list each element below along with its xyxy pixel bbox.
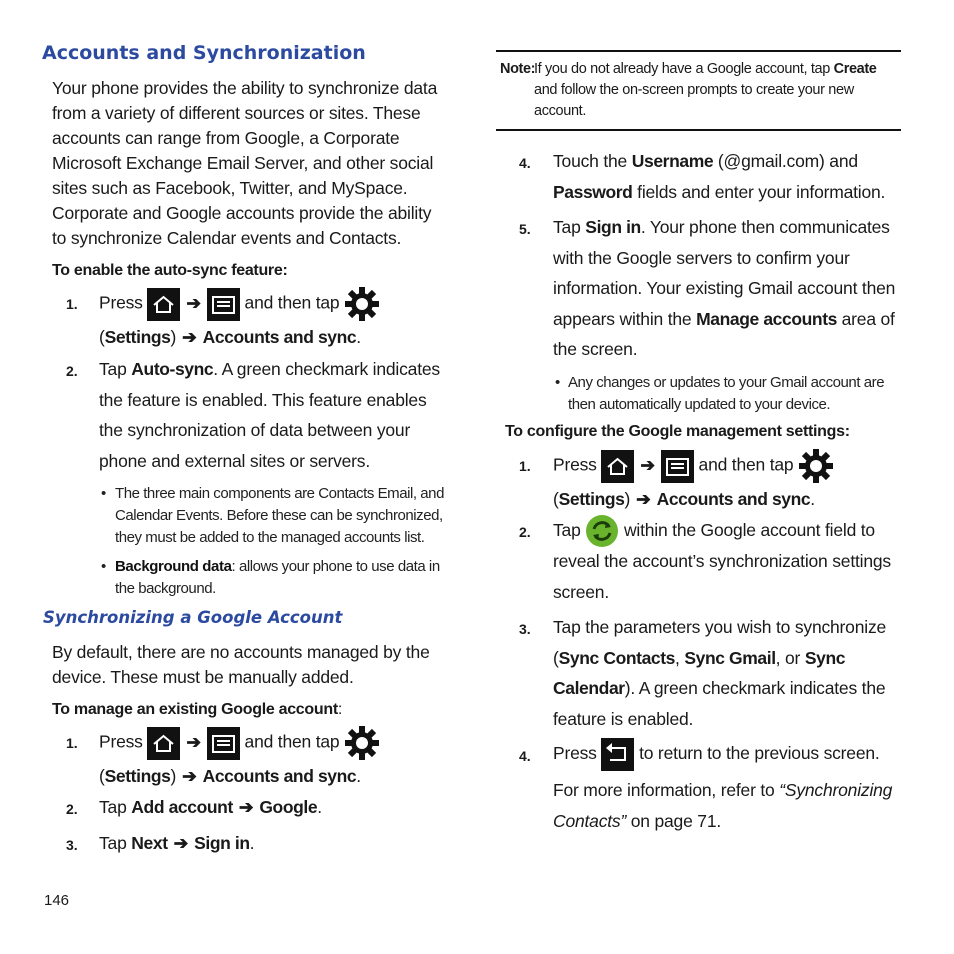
- default-paragraph: By default, there are no accounts managed by the device. These must be manually added.: [52, 642, 430, 687]
- tap-text: Tap: [99, 359, 127, 379]
- create-label: Create: [833, 61, 877, 77]
- menu-key-icon: [207, 288, 240, 321]
- accounts-and-sync-label: Accounts and sync: [202, 766, 357, 786]
- google-label: Google: [259, 797, 318, 817]
- background-data-label: Background data: [115, 558, 232, 575]
- sync-gmail-label: Sync Gmail: [684, 647, 776, 668]
- press-text: Press: [99, 731, 143, 752]
- arrow-icon: ➔: [640, 454, 655, 475]
- press-text: Press: [99, 292, 143, 313]
- settings-label: Settings: [104, 327, 171, 347]
- note-text: [534, 59, 894, 122]
- reference-page: on page 71.: [630, 810, 722, 831]
- page-number: 146: [44, 892, 70, 909]
- username-label: Username: [631, 151, 714, 171]
- add-account-label: Add account: [131, 797, 233, 817]
- bullet-text: Any changes or updates to your Gmail account are then automatically updated to your device.: [568, 374, 885, 413]
- settings-label: Settings: [558, 489, 625, 509]
- more-info-text: For more information, refer to: [553, 780, 775, 800]
- password-label: Password: [553, 181, 633, 202]
- step-number: 1.: [66, 296, 78, 312]
- and-then-tap-text: and then tap: [244, 292, 340, 313]
- arrow-icon: ➔: [238, 797, 254, 817]
- back-key-icon: [601, 738, 634, 771]
- and-then-tap-text: and then tap: [244, 731, 340, 752]
- accounts-and-sync-label: Accounts and sync: [656, 489, 811, 509]
- manage-step-1: Press ➔ and then tap (Settings) ➔ Accounts and sync.: [99, 725, 459, 792]
- step-number: 4.: [519, 748, 531, 764]
- step-4-end: to return to the previous screen.: [639, 743, 880, 764]
- step-number: 2.: [66, 363, 78, 379]
- bullet-2-rest: : allows your phone to use data in the background.: [115, 558, 440, 597]
- step-5-end: area of the screen.: [553, 308, 895, 359]
- sync-icon: [585, 516, 619, 546]
- reference-link[interactable]: “Synchronizing Contacts”: [553, 780, 893, 831]
- autosync-lead: To enable the auto-sync feature:: [52, 262, 288, 279]
- accounts-and-sync-label: Accounts and sync: [202, 327, 357, 347]
- bullet-text: The three main components are Contacts Email, and Calendar Events. Before these can be synchronized, they must be added to the managed accounts list.: [115, 485, 444, 546]
- step-number: 2.: [519, 524, 531, 540]
- step-number: 4.: [519, 155, 531, 171]
- note-top-rule: [496, 50, 901, 52]
- step-5-rest: . Your phone then communicates with the Google servers to confirm your information. Your existing Gmail account then appears within the: [553, 217, 896, 329]
- step-number: 1.: [519, 458, 531, 474]
- sub-heading: Synchronizing a Google Account: [43, 608, 343, 627]
- config-step-1: Press ➔ and then tap (Settings) ➔ Accounts and sync.: [553, 448, 913, 515]
- next-label: Next: [131, 833, 168, 853]
- note-label: Note:: [500, 61, 536, 77]
- home-key-icon: [601, 450, 634, 483]
- step-1: Press ➔ and then tap (Settings) ➔ Accounts and sync.: [99, 286, 459, 353]
- step-3-text: Tap the parameters you wish to synchronize (: [553, 617, 887, 668]
- tap-text: Tap: [553, 520, 581, 540]
- step-number: 3.: [66, 837, 78, 853]
- tap-text: Tap: [99, 833, 127, 853]
- manage-lead-text: To manage an existing Google account: [52, 701, 338, 718]
- arrow-icon: ➔: [186, 292, 201, 313]
- home-key-icon: [147, 727, 180, 760]
- manage-step-2: Tap Add account ➔ Google.: [99, 792, 322, 823]
- auto-sync-label: Auto-sync: [131, 359, 214, 379]
- settings-gear-icon: [344, 286, 380, 322]
- press-text: Press: [553, 454, 597, 475]
- config-step-3: Tap the parameters you wish to synchronize (Sync Contacts, Sync Gmail, or Sync Calendar). A green checkmark indicates the feature is enabled.: [553, 617, 887, 729]
- more-info: [553, 775, 903, 836]
- manage-step-3: Tap Next ➔ Sign in.: [99, 828, 254, 859]
- tap-text: Tap: [99, 797, 127, 817]
- arrow-icon: ➔: [173, 833, 189, 853]
- settings-gear-icon: [344, 725, 380, 761]
- step-4-mid: (@gmail.com) and: [717, 151, 858, 171]
- config-step-4: [553, 738, 903, 771]
- manage-lead: To manage an existing Google account:: [52, 701, 342, 718]
- sync-contacts-label: Sync Contacts: [558, 647, 676, 668]
- bullet-dot: •: [555, 374, 560, 391]
- sign-in-label: Sign in: [585, 217, 641, 237]
- config-lead: To configure the Google management settings:: [505, 423, 850, 440]
- and-then-tap-text: and then tap: [698, 454, 794, 475]
- or-text: , or: [775, 647, 801, 668]
- arrow-icon: ➔: [182, 766, 197, 786]
- section-heading: Accounts and Synchronization: [42, 42, 366, 64]
- step-2-rest: . A green checkmark indicates the feature is enabled. This feature enables the synchronization of data between your phone and external sites or servers.: [99, 359, 440, 471]
- step-number: 2.: [66, 801, 78, 817]
- sign-in-label: Sign in: [194, 833, 250, 853]
- home-key-icon: [147, 288, 180, 321]
- bullet-text: [115, 556, 450, 600]
- step-2-rest: within the Google account field to reveal the account’s synchronization settings screen.: [553, 520, 891, 602]
- menu-key-icon: [207, 727, 240, 760]
- bullet-dot: •: [101, 485, 106, 502]
- settings-label: Settings: [104, 766, 171, 786]
- step-4-end: fields and enter your information.: [637, 181, 886, 202]
- arrow-icon: ➔: [182, 327, 197, 347]
- settings-gear-icon: [798, 448, 834, 484]
- menu-key-icon: [661, 450, 694, 483]
- step-number: 1.: [66, 735, 78, 751]
- step-3-end: ). A green checkmark indicates the feature is enabled.: [553, 678, 886, 729]
- step-number: 5.: [519, 221, 531, 237]
- config-step-2: [553, 515, 898, 607]
- note-bottom-rule: [496, 129, 901, 131]
- manage-accounts-label: Manage accounts: [696, 308, 837, 329]
- arrow-icon: ➔: [186, 731, 201, 752]
- arrow-icon: ➔: [636, 489, 651, 509]
- bullet-dot: •: [101, 558, 106, 575]
- step-5: [553, 212, 903, 365]
- note-text-1: If you do not already have a Google account, tap: [534, 61, 830, 77]
- step-number: 3.: [519, 621, 531, 637]
- intro-paragraph: Your phone provides the ability to synchronize data from a variety of different sources or sites. These accounts can range from Google, a Corporate Microsoft Exchange Email Server, and other social sites such as Facebook, Twitter, and MySpace. Corporate and Google accounts provide the ability to synchronize Calendar events and Contacts.: [52, 78, 438, 248]
- step-2: [99, 354, 449, 476]
- step-4: [553, 146, 903, 207]
- tap-text: Tap: [553, 217, 581, 237]
- touch-text: Touch the: [553, 151, 628, 171]
- press-text: Press: [553, 743, 597, 764]
- sync-calendar-label: Sync Calendar: [553, 647, 846, 698]
- note-text-2: and follow the on-screen prompts to create your new account.: [534, 82, 854, 119]
